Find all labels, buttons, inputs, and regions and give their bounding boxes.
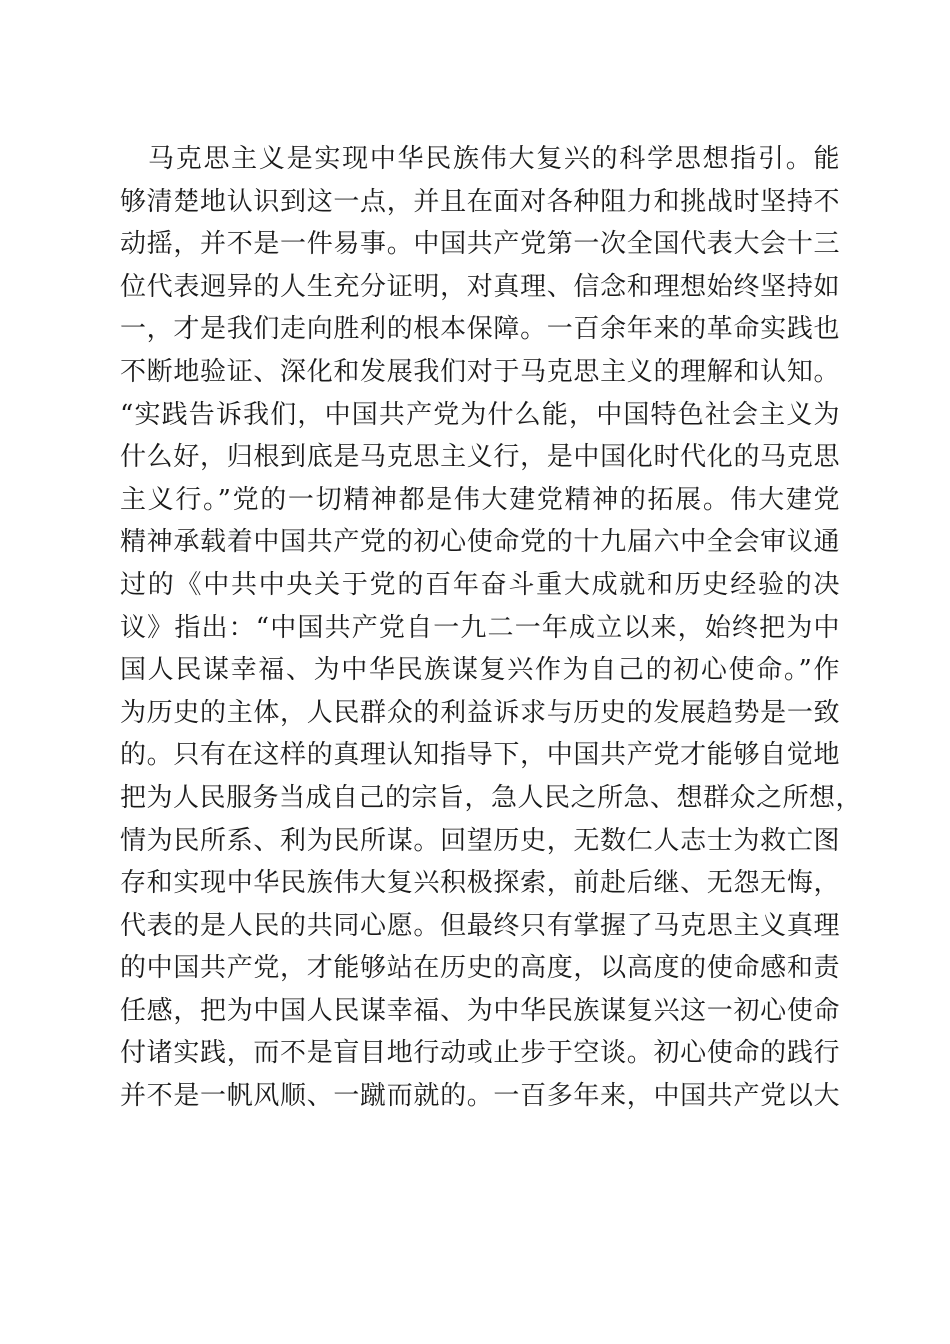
text-line: 动摇，并不是一件易事。中国共产党第一次全国代表大会十三 (120, 229, 840, 260)
text-line: 过的《中共中央关于党的百年奋斗重大成就和历史经验的决 (120, 569, 840, 600)
text-line: 付诸实践，而不是盲目地行动或止步于空谈。初心使命的践行 (120, 1038, 840, 1069)
text-line: 主义行。”党的一切精神都是伟大建党精神的拓展。伟大建党 (120, 484, 840, 515)
text-line: 马克思主义是实现中华民族伟大复兴的科学思想指引。能 (148, 144, 840, 174)
text-line: 存和实现中华民族伟大复兴积极探索，前赴后继、无怨无悔， (120, 868, 840, 899)
text-line: 并不是一帆风顺、一蹴而就的。一百多年来，中国共产党以大 (120, 1081, 840, 1112)
text-line: 为历史的主体，人民群众的利益诉求与历史的发展趋势是一致 (120, 697, 840, 728)
text-line: “实践告诉我们，中国共产党为什么能，中国特色社会主义为 (120, 399, 840, 430)
text-line: 把为人民服务当成自己的宗旨，急人民之所急、想群众之所想， (120, 782, 863, 813)
text-line: 议》指出：“中国共产党自一九二一年成立以来，始终把为中 (120, 612, 840, 643)
text-line: 的。只有在这样的真理认知指导下，中国共产党才能够自觉地 (120, 740, 840, 771)
text-line: 情为民所系、利为民所谋。回望历史，无数仁人志士为救亡图 (120, 825, 840, 856)
text-line: 精神承载着中国共产党的初心使命党的十九届六中全会审议通 (120, 527, 840, 558)
text-line: 代表的是人民的共同心愿。但最终只有掌握了马克思主义真理 (120, 910, 840, 941)
text-line: 够清楚地认识到这一点，并且在面对各种阻力和挑战时坚持不 (120, 186, 840, 217)
text-line: 位代表迥异的人生充分证明，对真理、信念和理想始终坚持如 (120, 271, 840, 302)
text-line: 国人民谋幸福、为中华民族谋复兴作为自己的初心使命。”作 (120, 655, 840, 686)
text-line: 不断地验证、深化和发展我们对于马克思主义的理解和认知。 (120, 356, 840, 387)
text-line: 什么好，归根到底是马克思主义行，是中国化时代化的马克思 (120, 442, 840, 473)
text-line: 一，才是我们走向胜利的根本保障。一百余年来的革命实践也 (120, 314, 840, 345)
text-line: 任感，把为中国人民谋幸福、为中华民族谋复兴这一初心使命 (120, 995, 840, 1026)
text-line: 的中国共产党，才能够站在历史的高度，以高度的使命感和责 (120, 953, 840, 984)
body-paragraph (120, 138, 863, 1118)
